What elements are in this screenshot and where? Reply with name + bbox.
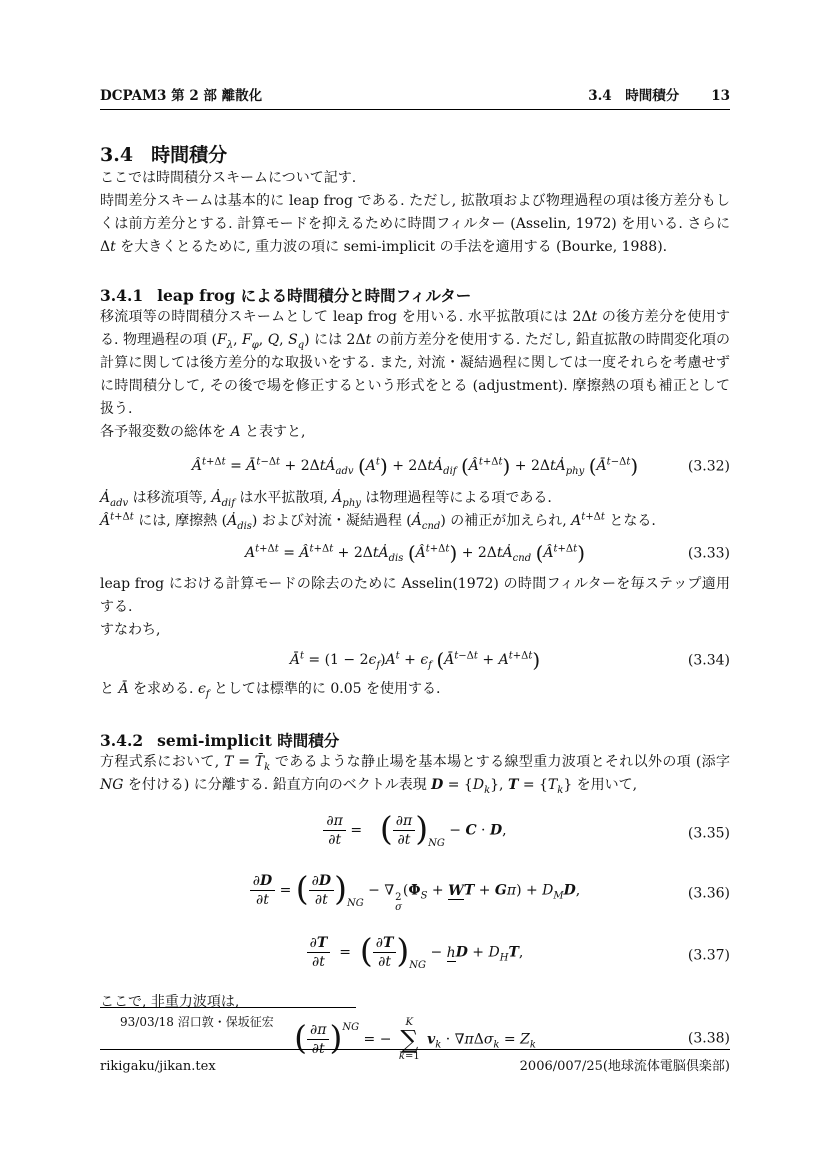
equation-3-37 (100, 930, 730, 977)
equation-number: (3.37) (687, 947, 730, 964)
footer-publisher: 2006/007/25(地球流体電脳倶楽部) (519, 1059, 730, 1074)
equation-body: $\frac{\partial T}{\partial t}$ = ( $\frac{\partial T}{\partial t}$ )$_{NG}$ − hD + $D_HT$, (307, 935, 524, 977)
equation-number: (3.34) (687, 652, 730, 668)
paragraph-nongravity: ここで, 非重力波項は, (100, 994, 240, 1011)
subsection-title: semi-implicit 時間積分 (157, 731, 340, 750)
equation-3-36 (100, 868, 730, 915)
paragraph-term-definitions: $Ȧ_{adv}$ は移流項等, $Ȧ_{dif}$ は水平拡散項, $Ȧ_{phy}$ は物理過程等による項である. $Â^{t+\Delta t}$ には, 摩擦熱 $(Ȧ_{dis})$ および対流・凝結過程 $(Ȧ_{cnd})$ の補正が加えられ, $A^{t+\Delta t}$ となる. (100, 490, 656, 532)
equation-3-35 (100, 808, 730, 855)
equation-body: $Ā^t = (1 - 2\epsilon_f)A^t + \epsilon_f$ $(Ā^{t-\Delta t} + A^{t+\Delta t})$ (289, 648, 541, 672)
equation-number: (3.35) (687, 825, 730, 842)
equation-3-32 (100, 455, 730, 478)
header-left-title: DCPAM3 第 2 部 離散化 (100, 88, 263, 104)
footer-rule (100, 1049, 730, 1050)
equation-number: (3.38) (687, 1030, 730, 1047)
equation-body: $\frac{\partial\pi}{\partial t}$ = ( $\frac{\partial\pi}{\partial t}$ )$_{NG} - C \cdot D$, (323, 813, 506, 855)
paragraph-semi-implicit: 方程式系において, $T = T̄_k$ であるような静止場を基本場とする線型重力波項とそれ以外の項 (添字 NG を付ける) に分離する. 鉛直方向のベクトル表現 $D = \{D_k\}$, $T = \{T_k\}$ を用いて, (100, 754, 730, 796)
header-page-number: 13 (711, 88, 730, 104)
equation-number: (3.36) (687, 885, 730, 902)
subsection-heading-3-4-1 (100, 286, 730, 306)
page-footer (100, 1049, 730, 1075)
header-rule (100, 109, 730, 110)
subsection-heading-3-4-2 (100, 731, 730, 751)
footnote-rule (100, 1007, 356, 1008)
equation-number: (3.33) (687, 545, 730, 561)
footnote-text: 93/03/18 沼口敦・保坂征宏 (120, 1015, 274, 1029)
equation-3-34 (100, 649, 730, 672)
paragraph-time-scheme: 時間差分スキームは基本的に leap frog である. ただし, 拡散項および物理過程の項は後方差分もしくは前方差分とする. 計算モードを抑えるために時間フィルター (Asselin, 1972) を用いる. さらに Δt を大きくとるために, 重力波の項に semi-implicit の手法を適用する (Bourke, 1988). (100, 193, 730, 255)
running-header (100, 88, 730, 104)
paragraph-intro: ここでは時間積分スキームについて記す. (100, 170, 357, 186)
section-number: 3.4 (100, 144, 134, 166)
subsection-number: 3.4.1 (100, 286, 144, 305)
equation-body: $\frac{\partial D}{\partial t}$ = ( $\frac{\partial D}{\partial t}$ )$_{NG}$ − ∇ 2 σ ($\Phi_S$ + WT + $G\pi) + D_MD$, (250, 873, 580, 915)
paragraph-variables: 各予報変数の総体を A と表すと, (100, 424, 306, 440)
header-right (588, 88, 730, 104)
page-content (100, 0, 730, 1062)
subsection-title: leap frog による時間積分と時間フィルター (157, 286, 472, 305)
paragraph-epsilon: と Ā を求める. $\epsilon_f$ としては標準的に 0.05 を使用する. (100, 681, 441, 700)
equation-3-33 (100, 542, 730, 565)
paragraph-asselin-filter: leap frog における計算モードの除去のために Asselin(1972) の時間フィルターを毎ステップ適用する. すなわち, (100, 576, 730, 638)
section-title: 時間積分 (151, 144, 228, 166)
section-heading (100, 143, 730, 167)
footnote-block (100, 1007, 730, 1030)
subsection-number: 3.4.2 (100, 731, 144, 750)
equation-body: $A^{t+\Delta t}$ = $Â^{t+\Delta t}$ + 2ΔtȦ$_{dis}$ $(Â^{t+\Delta t})$ + 2ΔtȦ$_{cnd}$ $(Â^{t+\Delta t})$ (244, 541, 585, 565)
equation-body: $Â^{t+\Delta t}$ = $Ā^{t-\Delta t}$ + 2ΔtȦ$_{adv}$ $(A^t)$ + 2ΔtȦ$_{dif}$ $(Â^{t+\Delta t})$ + 2ΔtȦ$_{phy}$ $(Ā^{t-\Delta t})$ (191, 454, 639, 478)
equation-body: ( $\frac{\partial\pi}{\partial t}$ )$^{NG}$ = − K ∑ k=1 $v_k \cdot \nabla\pi\Delta\sigma_k = Z_k$ (294, 1016, 536, 1062)
paragraph-leapfrog: 移流項等の時間積分スキームとして leap frog を用いる. 水平拡散項には 2Δt の後方差分を使用する. 物理過程の項 ($F_\lambda$, $F_\varphi$, Q, $S_q$) には 2Δt の前方差分を使用する. ただし, 鉛直拡散の時間変化項の計算に関しては後方差分的な取扱いをする. また, 対流・凝結過程に関しては一度それらを考慮せずに時間積分して, その後で場を修正するという形式をとる (adjustment). 摩擦熱の項も補正として扱う. (100, 309, 731, 417)
footer-file-path: rikigaku/jikan.tex (100, 1059, 216, 1074)
equation-number: (3.32) (687, 458, 730, 474)
header-section-label: 3.4 時間積分 (588, 88, 680, 104)
